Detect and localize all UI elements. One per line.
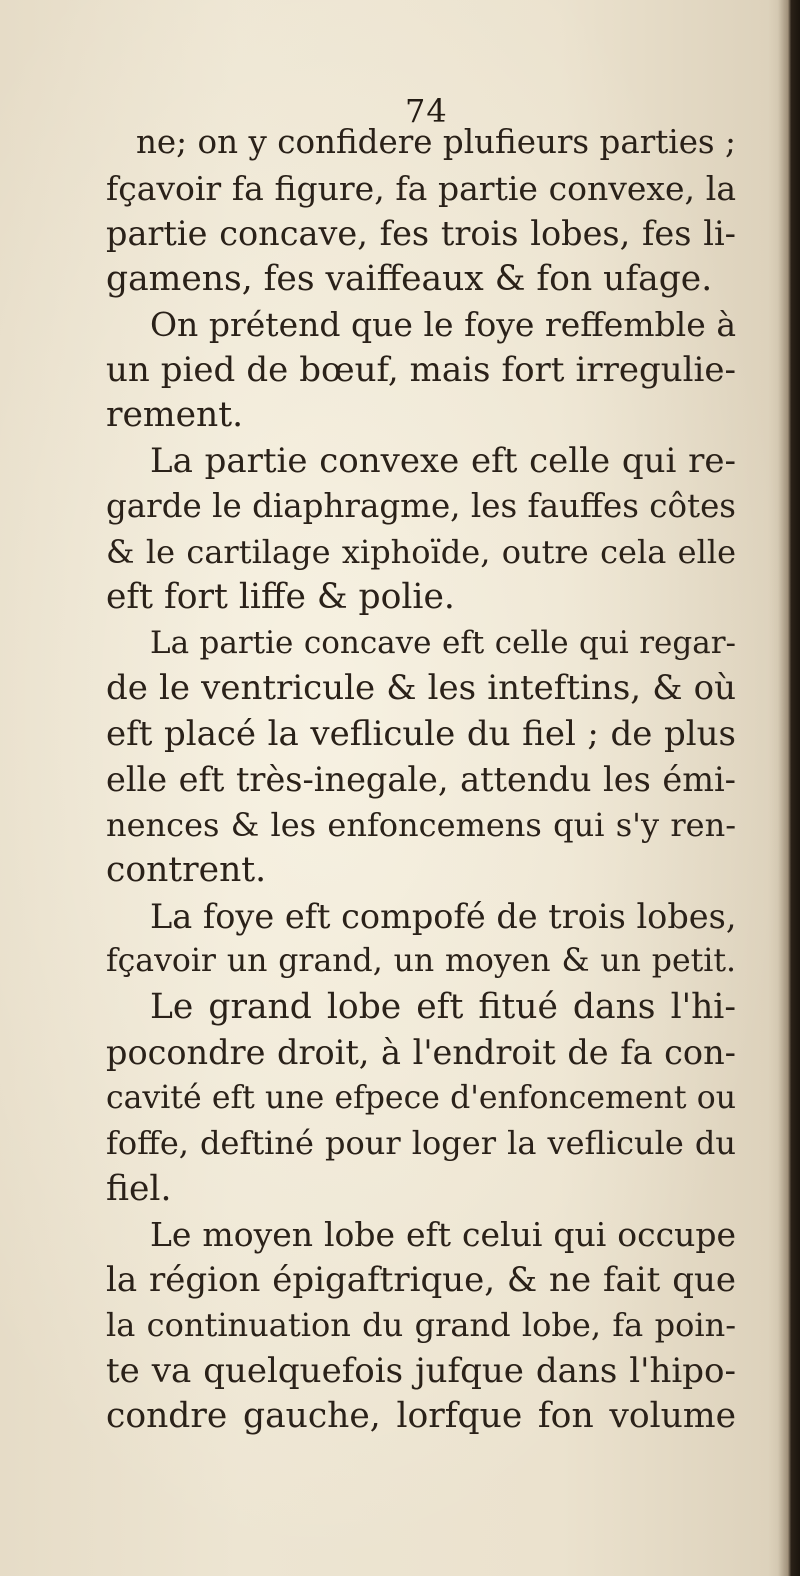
text-line: la continuation du grand lobe, fa poin- (106, 1306, 736, 1344)
text-line: de le ventricule & les inteftins, & où (106, 668, 736, 708)
body-text (106, 120, 736, 1440)
text-line: eft fort liffe & polie. (106, 577, 455, 617)
page-number: 74 (405, 92, 448, 130)
text-line: On prétend que le foye reffemble à (150, 305, 736, 344)
text-line: rement. (106, 395, 244, 435)
text-line: partie concave, fes trois lobes, fes li- (106, 214, 736, 253)
text-line: pocondre droit, à l'endroit de fa con- (106, 1033, 736, 1072)
text-line: ne; on y confidere plufieurs parties ; (136, 123, 736, 161)
text-line: un pied de bœuf, mais fort irregulie- (106, 349, 736, 390)
text-line: fçavoir fa figure, fa partie convexe, la (106, 168, 736, 208)
text-line: La partie concave eft celle qui regar- (150, 624, 736, 661)
text-line: garde le diaphragme, les fauffes côtes (106, 487, 736, 525)
text-line: contrent. (106, 850, 267, 890)
text-line: fiel. (106, 1168, 172, 1209)
text-line: Le grand lobe eft fitué dans l'hi- (150, 986, 736, 1027)
text-line: elle eft très-inegale, attendu les émi- (106, 760, 736, 799)
text-line: La partie convexe eft celle qui re- (150, 440, 736, 481)
text-line: cavité eft une efpece d'enfoncement ou (106, 1079, 736, 1116)
text-line: fçavoir un grand, un moyen & un petit. (106, 943, 736, 979)
text-line: condre gauche, lorfque fon volume (106, 1396, 736, 1436)
text-line: Le moyen lobe eft celui qui occupe (150, 1215, 736, 1254)
text-line: gamens, fes vaiffeaux & fon ufage. (106, 258, 713, 299)
text-line: eft placé la veflicule du fiel ; de plus (106, 713, 736, 754)
text-line: foffe, deftiné pour loger la veflicule du (106, 1124, 736, 1162)
text-line: La foye eft compofé de trois lobes, (150, 896, 737, 936)
text-line: la région épigaftrique, & ne fait que (106, 1259, 736, 1300)
text-line: nences & les enfoncemens qui s'y ren- (106, 805, 736, 844)
book-gutter (778, 0, 800, 1576)
text-line: & le cartilage xiphoïde, outre cela elle (106, 532, 736, 571)
text-line: te va quelquefois jufque dans l'hipo- (106, 1350, 736, 1391)
